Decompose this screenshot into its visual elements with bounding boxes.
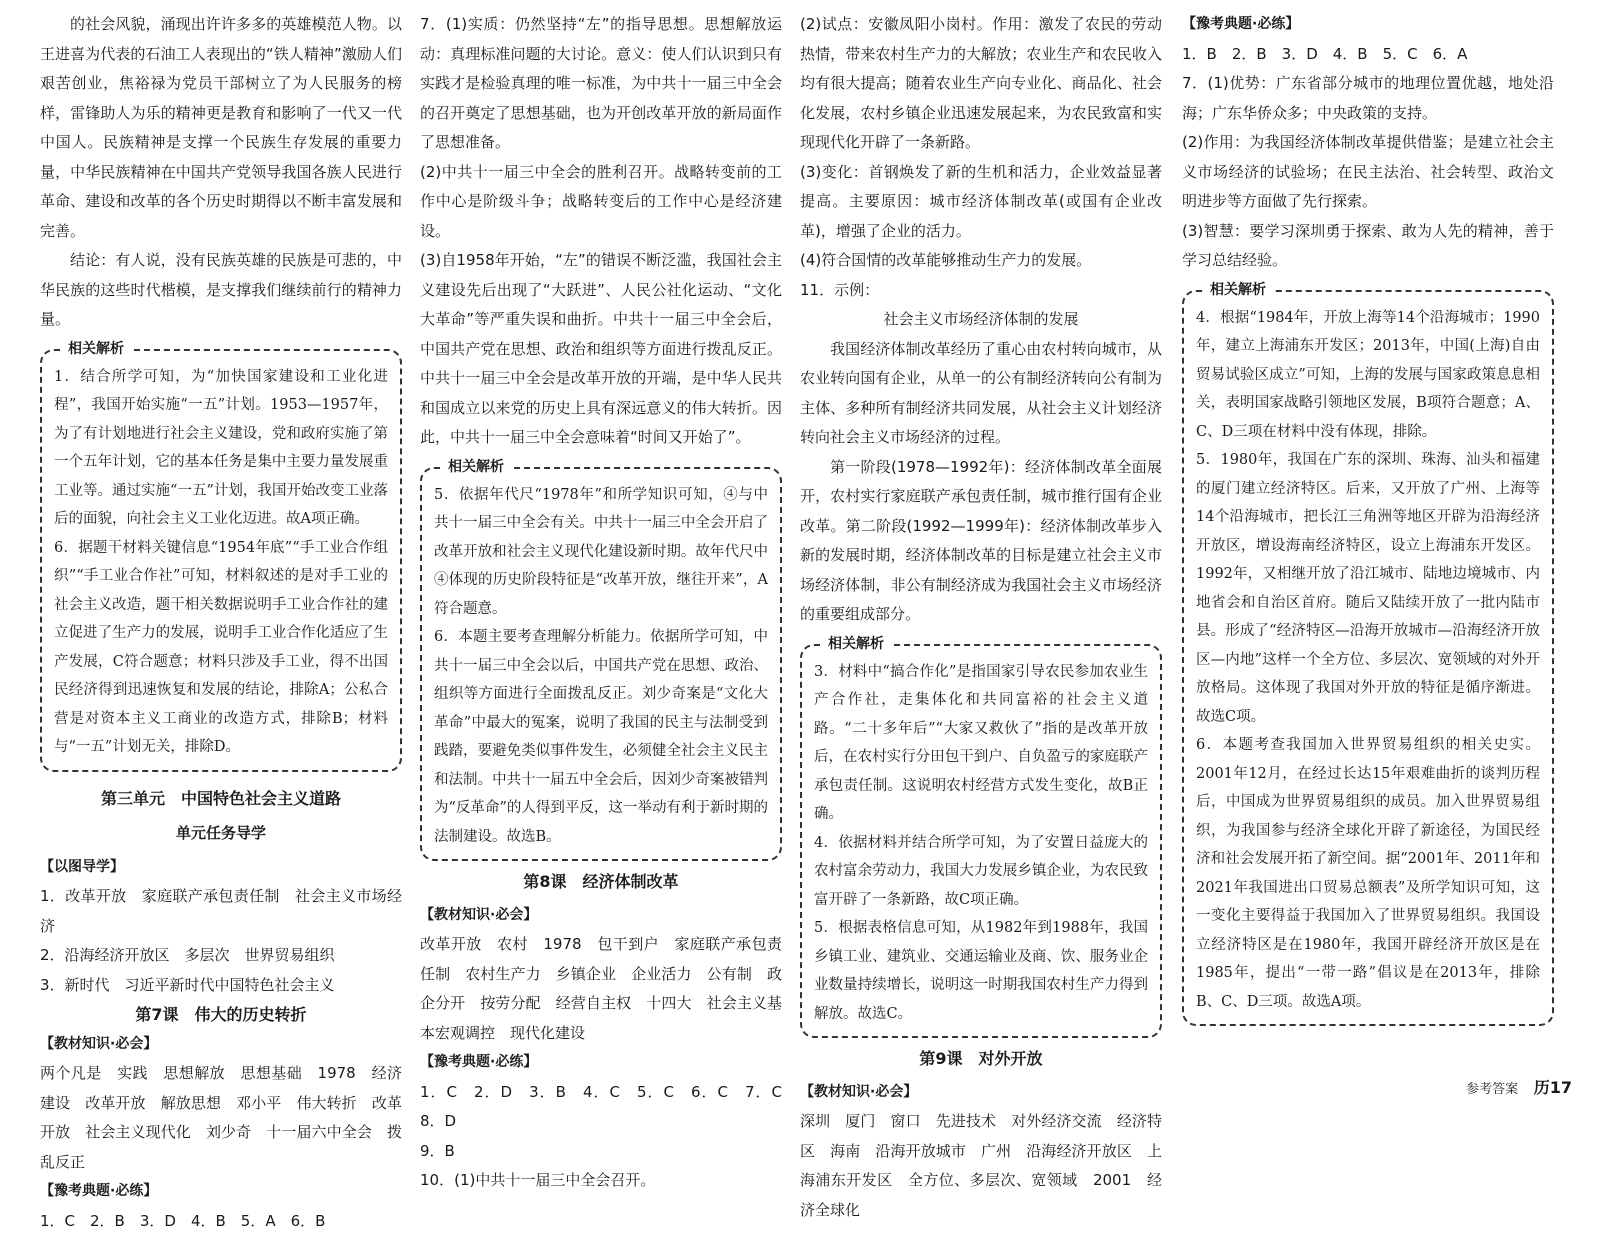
analysis-box-title: 相关解析 [1204,280,1272,300]
paragraph: 7．(1)优势：广东省部分城市的地理位置优越，地处沿海；广东华侨众多；中央政策的支持。 [1182,69,1554,128]
analysis-item: 6．本题考查我国加入世界贸易组织的相关史实。2001年12月，在经过长达15年艰难曲折的谈判历程后，中国成为世界贸易组织的成员。加入世界贸易组织，为我国参与经济全球化开辟了新途径，为国民经济和社会发展开拓了新空间。据“2001年、2011年和2021年我国进出口贸易总额表”及所学知识可知，这一变化主要得益于我国加入了世界贸易组织。我国设立经济特区是在1980年，我国开辟经济开放区是在1985年，提出“一带一路”倡议是在2013年，排除B、C、D三项。故选A项。 [1196,731,1540,1016]
subsection-label: 【教材知识·必会】 [40,1030,402,1060]
paragraph: 7．(1)实质：仍然坚持“左”的指导思想。思想解放运动：真理标准问题的大讨论。意义：使人们认识到只有实践才是检验真理的唯一标准，为中共十一届三中全会的召开奠定了思想基础，也为开创改革开放的新局面作了思想准备。 [420,10,782,158]
analysis-item: 5．1980年，我国在广东的深圳、珠海、汕头和福建的厦门建立经济特区。后来，又开放了广州、上海等14个沿海城市，把长江三角洲等地区开辟为沿海经济开放区，增设海南经济特区，设立上海浦东开发区。1992年，又相继开放了沿江城市、陆地边境城市、内地省会和自治区首府。随后又陆续开放了一批内陆市县。形成了“经济特区—沿海开放城市—沿海经济开放区—内地”这样一个全方位、多层次、宽领域的对外开放格局。这体现了我国对外开放的特征是循序渐进。故选C项。 [1196,446,1540,731]
knowledge-list: 改革开放 农村 1978 包干到户 家庭联产承包责任制 农村生产力 乡镇企业 企业活力 公有制 政企分开 按劳分配 经营自主权 十四大 社会主义基本宏观调控 现代化建设 [420,930,782,1048]
analysis-item: 6．据题干材料关键信息“1954年底”“手工业合作组织”“手工业合作社”可知，材料叙述的是对手工业的社会主义改造，题干相关数据说明手工业合作社的建立促进了生产力的发展，说明手工业合作化适应了生产发展，C符合题意；材料只涉及手工业，得不出国民经济得到迅速恢复和发展的结论，排除A；公私合营是对资本主义工商业的改造方式，排除B；材料与“一五”计划无关，排除D。 [54,534,388,762]
analysis-box-title: 相关解析 [62,339,130,359]
page-number-value: 历17 [1534,1078,1572,1097]
analysis-box [1182,290,1554,1027]
subsection-label: 【豫考典题·必练】 [420,1048,782,1078]
analysis-item: 1．结合所学可知，为“加快国家建设和工业化进程”，我国开始实施“一五”计划。1953—1957年，为了有计划地进行社会主义建设，党和政府实施了第一个五年计划，它的基本任务是集中主要力量发展重工业等。通过实施“一五”计划，我国开始改变工业落后的面貌，向社会主义工业化迈进。故A项正确。 [54,363,388,534]
paragraph: 我国经济体制改革经历了重心由农村转向城市，从农业转向国有企业，从单一的公有制经济转向公有制为主体、多种所有制经济共同发展，从社会主义计划经济转向社会主义市场经济的过程。 [800,335,1162,453]
subsection-label: 【教材知识·必会】 [800,1078,1162,1108]
paragraph: (4)符合国情的改革能够推动生产力的发展。 [800,246,1162,276]
analysis-box [800,644,1162,1039]
paragraph: (2)作用：为我国经济体制改革提供借鉴；是建立社会主义市场经济的试验场；在民主法治、社会转型、政治文明进步等方面做了先行探索。 [1182,128,1554,217]
paragraph: (2)试点：安徽凤阳小岗村。作用：激发了农民的劳动热情，带来农村生产力的大解放；农业生产和农民收入均有很大提高；随着农业生产向专业化、商品化、社会化发展，农村乡镇企业迅速发展起来，为农民致富和实现现代化开辟了一条新路。 [800,10,1162,158]
paragraph: 的社会风貌，涌现出许许多多的英雄模范人物。以王进喜为代表的石油工人表现出的“铁人精神”激励人们艰苦创业，焦裕禄为党员干部树立了为人民服务的榜样，雷锋助人为乐的精神更是教育和影响了一代又一代中国人。民族精神是支撑一个民族生存发展的重要力量，中华民族精神在中国共产党领导我国各族人民进行革命、建设和改革的各个历史时期得以不断丰富发展和完善。 [40,10,402,246]
subsection-label: 【豫考典题·必练】 [1182,10,1554,40]
paragraph: 第一阶段(1978—1992年)：经济体制改革全面展开，农村实行家庭联产承包责任制，城市推行国有企业改革。第二阶段(1992—1999年)：经济体制改革步入新的发展时期，经济体制改革的目标是建立社会主义市场经济体制，非公有制经济成为我国社会主义市场经济的重要组成部分。 [800,453,1162,630]
analysis-item: 5．依据年代尺“1978年”和所学知识可知，④与中共十一届三中全会有关。中共十一届三中全会开启了改革开放和社会主义现代化建设新时期。故年代尺中④体现的历史阶段特征是“改革开放，继往开来”，A符合题意。 [434,481,768,624]
analysis-box [420,467,782,862]
analysis-box-title: 相关解析 [822,634,890,654]
lesson-title: 第8课 经济体制改革 [420,867,782,897]
paragraph: (3)自1958年开始，“左”的错误不断泛滥，我国社会主义建设先后出现了“大跃进”、人民公社化运动、“文化大革命”等严重失误和曲折。中共十一届三中全会后，中国共产党在思想、政治和组织等方面进行拨乱反正。中共十一届三中全会是改革开放的开端，是中华人民共和国成立以来党的历史上具有深远意义的伟大转折。因此，中共十一届三中全会意味着“时间又开始了”。 [420,246,782,453]
lesson-title: 第7课 伟大的历史转折 [40,1000,402,1030]
subsection-label: 【豫考典题·必练】 [40,1177,402,1207]
answer-line: 1．C 2．B 3．D 4．B 5．A 6．B [40,1207,402,1236]
paragraph: (3)智慧：要学习深圳勇于探索、敢为人先的精神，善于学习总结经验。 [1182,217,1554,276]
section-heading: 单元任务导学 [40,819,402,849]
answer-line: 10．(1)中共十一届三中全会召开。 [420,1166,782,1196]
paragraph: 结论：有人说，没有民族英雄的民族是可悲的，中华民族的这些时代楷模，是支撑我们继续前行的精神力量。 [40,246,402,335]
essay-title: 社会主义市场经济体制的发展 [800,305,1162,335]
column-4 [1182,10,1554,1032]
list-item: 3．新时代 习近平新时代中国特色社会主义 [40,971,402,1001]
unit-title: 第三单元 中国特色社会主义道路 [40,784,402,814]
subsection-label: 【以图导学】 [40,853,402,883]
analysis-item: 3．材料中“搞合作化”是指国家引导农民参加农业生产合作社，走集体化和共同富裕的社会主义道路。“二十多年后”“大家又救伙了”指的是改革开放后，在农村实行分田包干到户、自负盈亏的家庭联产承包责任制。这说明农村经营方式发生变化，故B正确。 [814,658,1148,829]
knowledge-list: 两个凡是 实践 思想解放 思想基础 1978 经济建设 改革开放 解放思想 邓小平 伟大转折 改革开放 社会主义现代化 刘少奇 十一届六中全会 拨乱反正 [40,1059,402,1177]
analysis-box-title: 相关解析 [442,457,510,477]
column-2 [420,10,782,1196]
analysis-item: 4．依据材料并结合所学可知，为了安置日益庞大的农村富余劳动力，我国大力发展乡镇企业，为农民致富开辟了一条新路，故C项正确。 [814,829,1148,915]
list-item: 2．沿海经济开放区 多层次 世界贸易组织 [40,941,402,971]
column-3 [800,10,1162,1225]
paragraph: (3)变化：首钢焕发了新的生机和活力，企业效益显著提高。主要原因：城市经济体制改革(或国有企业改革)，增强了企业的活力。 [800,158,1162,247]
analysis-item: 5．根据表格信息可知，从1982年到1988年，我国乡镇工业、建筑业、交通运输业及商、饮、服务业企业数量持续增长，说明这一时期我国农村生产力得到解放。故选C。 [814,914,1148,1028]
knowledge-list: 深圳 厦门 窗口 先进技术 对外经济交流 经济特区 海南 沿海开放城市 广州 沿海经济开放区 上海浦东开发区 全方位、多层次、宽领域 2001 经济全球化 [800,1107,1162,1225]
list-item: 1．改革开放 家庭联产承包责任制 社会主义市场经济 [40,882,402,941]
analysis-box [40,349,402,772]
column-1 [40,10,402,1236]
answer-line: 1．C 2．D 3．B 4．C 5．C 6．C 7．C 8．D [420,1078,782,1137]
page-label: 参考答案 [1466,1082,1518,1097]
analysis-item: 4．根据“1984年，开放上海等14个沿海城市；1990年，建立上海浦东开发区；2013年，中国(上海)自由贸易试验区成立”可知，上海的发展与国家政策息息相关，表明国家战略引领地区发展，B项符合题意；A、C、D三项在材料中没有体现，排除。 [1196,304,1540,447]
answer-line: 1．B 2．B 3．D 4．B 5．C 6．A [1182,40,1554,70]
paragraph: (2)中共十一届三中全会的胜利召开。战略转变前的工作中心是阶级斗争；战略转变后的工作中心是经济建设。 [420,158,782,247]
page-number [1466,1075,1572,1098]
paragraph: 11．示例： [800,276,1162,306]
lesson-title: 第9课 对外开放 [800,1044,1162,1074]
analysis-item: 6．本题主要考查理解分析能力。依据所学可知，中共十一届三中全会以后，中国共产党在思想、政治、组织等方面进行全面拨乱反正。刘少奇案是“文化大革命”中最大的冤案，说明了我国的民主与法制受到践踏，要避免类似事件发生，必须健全社会主义民主和法制。中共十一届五中全会后，因刘少奇案被错判为“反革命”的人得到平反，这一举动有利于新时期的法制建设。故选B。 [434,623,768,851]
answer-line: 9．B [420,1137,782,1167]
subsection-label: 【教材知识·必会】 [420,901,782,931]
